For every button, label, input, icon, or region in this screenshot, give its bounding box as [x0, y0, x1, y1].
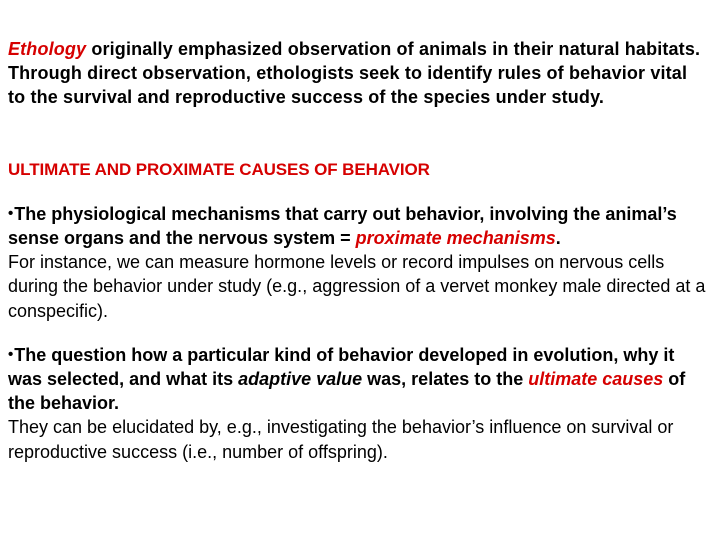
proximate-body: For instance, we can measure hormone levels or record impulses on nervous cells during the behavior under study (e.g., aggression of a vervet monkey male directed at a conspecific).	[8, 252, 706, 321]
section-heading: ULTIMATE AND PROXIMATE CAUSES OF BEHAVIOR	[8, 159, 430, 179]
ethology-term: Ethology	[8, 39, 87, 59]
proximate-mechanisms-term: proximate mechanisms	[355, 228, 556, 249]
intro-text: originally emphasized observation of animals in their natural habitats. Through direct observation, ethologists seek to identify rules of behavior vital to the survival and reproductive success of the species under study.	[8, 39, 701, 108]
proximate-end: .	[555, 228, 561, 249]
ultimate-causes-term: ultimate causes	[528, 369, 664, 390]
bullet-proximate	[8, 202, 708, 323]
ultimate-bold-b: was, relates to the	[362, 369, 529, 390]
intro-paragraph	[8, 37, 708, 110]
ultimate-body: They can be elucidated by, e.g., investigating the behavior’s influence on survival or reproductive success (i.e., number of offspring).	[8, 417, 674, 462]
bullet-marker: •	[8, 204, 14, 222]
slide-content	[8, 37, 708, 464]
ultimate-bold-c: of the behavior.	[8, 369, 686, 414]
bullet-marker: •	[8, 345, 14, 363]
ultimate-bold-a: The question how a particular kind of behavior developed in evolution, why it was selected, and what its	[8, 344, 675, 390]
adaptive-value-term: adaptive value	[238, 369, 363, 390]
proximate-bold-text: The physiological mechanisms that carry out behavior, involving the animal’s sense organs and the nervous system =	[8, 203, 677, 249]
bullet-ultimate	[8, 343, 708, 464]
